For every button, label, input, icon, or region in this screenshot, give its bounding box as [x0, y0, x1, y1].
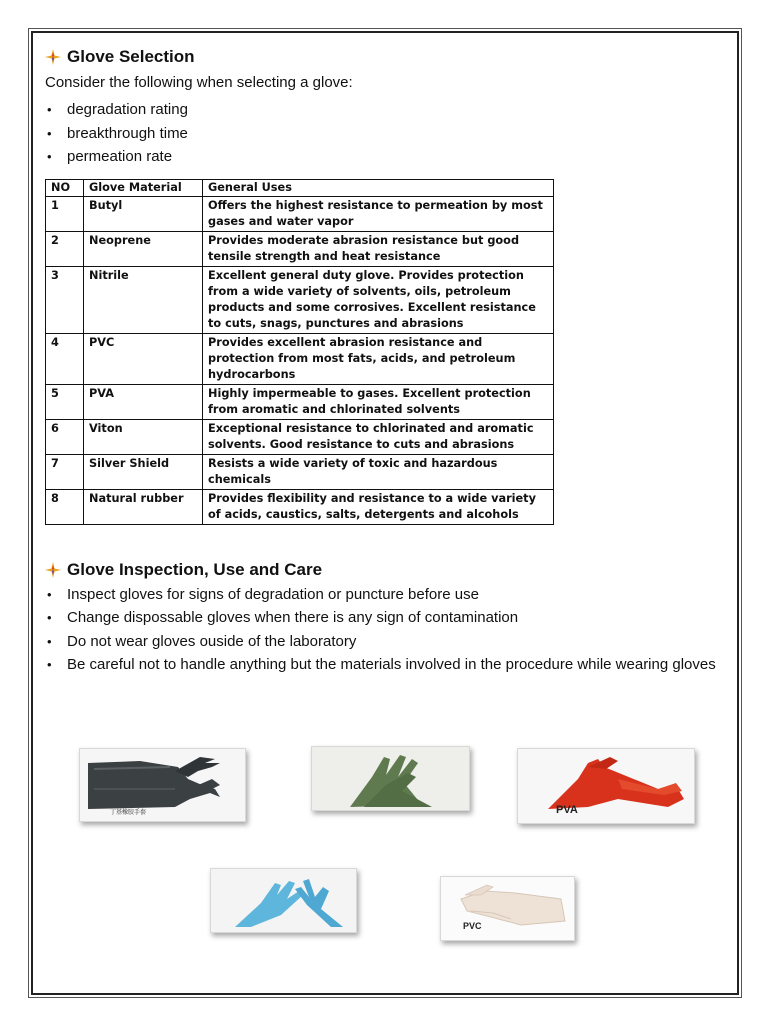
general-uses: Provides moderate abrasion resistance but good tensile strength and heat resistance	[203, 231, 554, 266]
list-item: • Change dispossable gloves when there is any sign of contamination	[45, 606, 725, 630]
table-row	[46, 231, 554, 266]
table-row	[46, 196, 554, 231]
list-item: • breakthrough time	[45, 122, 725, 146]
photo-caption: 丁基橡胶手套	[110, 810, 147, 816]
general-uses: Exceptional resistance to chlorinated and aromatic solvents. Good resistance to cuts and abrasions	[203, 419, 554, 454]
butyl-glove-photo	[79, 748, 246, 822]
glove-material: Silver Shield	[84, 454, 203, 489]
diamond-bullet-icon	[45, 49, 61, 65]
general-uses: Offers the highest resistance to permeation by most gases and water vapor	[203, 196, 554, 231]
neoprene-glove-photo	[311, 746, 470, 811]
table-row	[46, 419, 554, 454]
list-item: • Inspect gloves for signs of degradation or puncture before use	[45, 583, 725, 607]
inspection-section	[45, 557, 725, 677]
general-uses: Resists a wide variety of toxic and hazardous chemicals	[203, 454, 554, 489]
column-header: Glove Material	[84, 179, 203, 196]
pva-glove-photo	[517, 748, 695, 824]
document-content	[45, 44, 725, 677]
row-number: 6	[46, 419, 84, 454]
diamond-bullet-icon	[45, 562, 61, 578]
list-item: • Do not wear gloves ouside of the laboratory	[45, 630, 725, 654]
column-header: NO	[46, 179, 84, 196]
glove-material: PVC	[84, 333, 203, 384]
list-item: • permeation rate	[45, 145, 725, 169]
glove-material-table	[45, 179, 554, 525]
inspection-list	[45, 583, 725, 677]
section-title: Glove Inspection, Use and Care	[67, 559, 323, 579]
table-row	[46, 266, 554, 333]
table-row	[46, 384, 554, 419]
list-item: • Be careful not to handle anything but the materials involved in the procedure while wearing gloves	[45, 653, 725, 677]
pvc-glove-photo	[440, 876, 575, 941]
row-number: 4	[46, 333, 84, 384]
glove-material: Nitrile	[84, 266, 203, 333]
row-number: 8	[46, 489, 84, 524]
table-row	[46, 454, 554, 489]
general-uses: Provides excellent abrasion resistance and protection from most fats, acids, and petroleum hydrocarbons	[203, 333, 554, 384]
glove-material: PVA	[84, 384, 203, 419]
general-uses: Highly impermeable to gases. Excellent protection from aromatic and chlorinated solvents	[203, 384, 554, 419]
glove-material: Butyl	[84, 196, 203, 231]
column-header: General Uses	[203, 179, 554, 196]
row-number: 5	[46, 384, 84, 419]
section-heading-glove-selection	[45, 44, 725, 70]
photo-label: PVA	[556, 804, 578, 816]
general-uses: Excellent general duty glove. Provides protection from a wide variety of solvents, oils, petroleum products and some corrosives. Excellent resistance to cuts, snags, punctures and abrasions	[203, 266, 554, 333]
table-row	[46, 333, 554, 384]
nitrile-glove-photo	[210, 868, 357, 933]
glove-material: Natural rubber	[84, 489, 203, 524]
intro-text: Consider the following when selecting a glove:	[45, 74, 353, 91]
section-title: Glove Selection	[67, 47, 195, 66]
list-item: • degradation rating	[45, 98, 725, 122]
general-uses: Provides flexibility and resistance to a wide variety of acids, caustics, salts, detergents and alcohols	[203, 489, 554, 524]
glove-material: Neoprene	[84, 231, 203, 266]
row-number: 2	[46, 231, 84, 266]
row-number: 7	[46, 454, 84, 489]
selection-criteria-list	[45, 98, 725, 169]
photo-label: PVC	[463, 921, 482, 931]
glove-material: Viton	[84, 419, 203, 454]
table-row	[46, 489, 554, 524]
table-header-row	[46, 179, 554, 196]
row-number: 1	[46, 196, 84, 231]
row-number: 3	[46, 266, 84, 333]
section-heading-inspection	[45, 557, 725, 583]
